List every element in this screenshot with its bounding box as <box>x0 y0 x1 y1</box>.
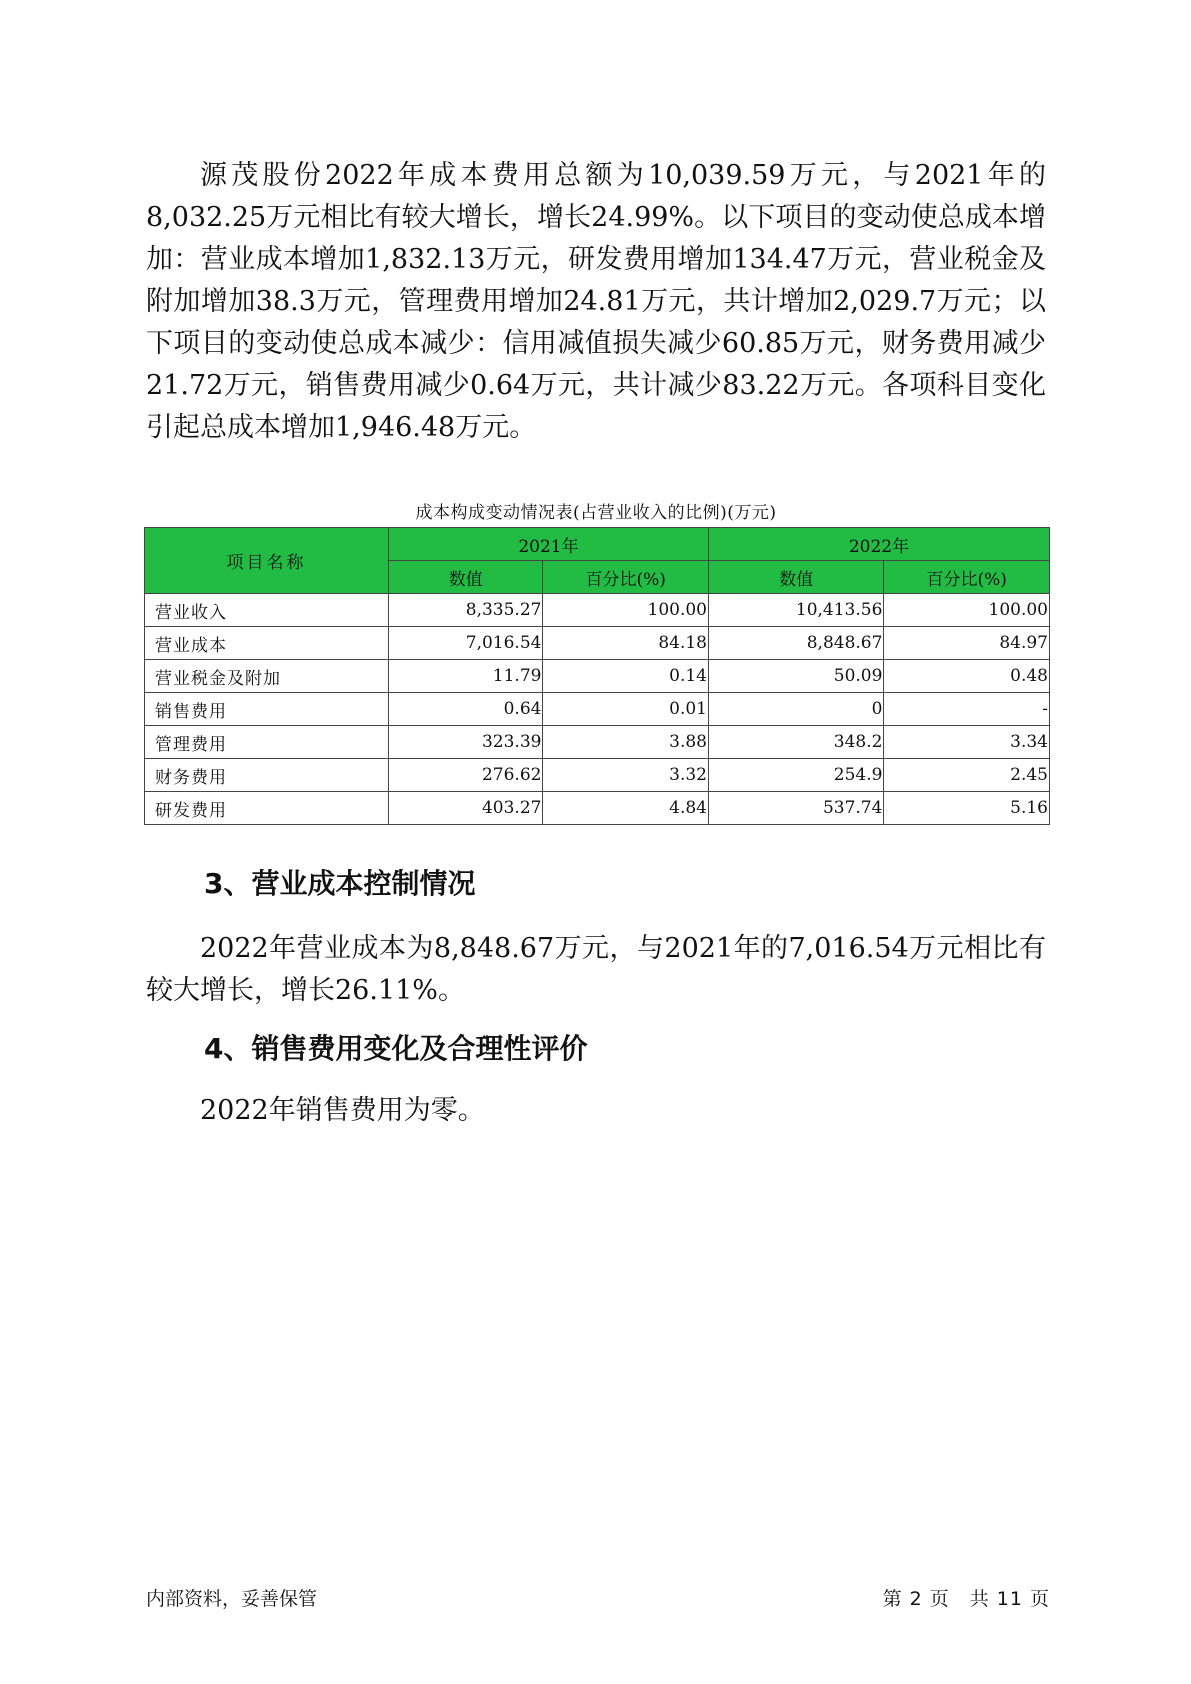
percent-2021: 0.14 <box>543 660 709 693</box>
percent-2022: 3.34 <box>884 726 1050 759</box>
percent-2021: 100.00 <box>543 594 709 627</box>
percent-2021: 84.18 <box>543 627 709 660</box>
column-header-item-name: 项目名称 <box>145 528 389 594</box>
table-caption: 成本构成变动情况表(占营业收入的比例)(万元) <box>415 503 777 523</box>
column-header-percent-2021: 百分比(%) <box>543 561 709 594</box>
value-2022: 50.09 <box>708 660 883 693</box>
percent-2022: 100.00 <box>884 594 1050 627</box>
value-2021: 8,335.27 <box>389 594 543 627</box>
percent-2021: 3.88 <box>543 726 709 759</box>
column-header-year-2021: 2021年 <box>389 528 709 561</box>
row-name: 营业成本 <box>145 627 389 660</box>
table-row <box>145 759 1050 792</box>
column-header-value-2021: 数值 <box>389 561 543 594</box>
percent-2022: - <box>884 693 1050 726</box>
table-row <box>145 594 1050 627</box>
section-3-heading: 3、营业成本控制情况 <box>204 867 476 900</box>
table-row <box>145 660 1050 693</box>
value-2021: 7,016.54 <box>389 627 543 660</box>
table-row <box>145 693 1050 726</box>
row-name: 营业收入 <box>145 594 389 627</box>
table-row <box>145 627 1050 660</box>
column-header-year-2022: 2022年 <box>708 528 1049 561</box>
section-4-heading: 4、销售费用变化及合理性评价 <box>204 1032 588 1065</box>
value-2021: 11.79 <box>389 660 543 693</box>
cost-structure-table <box>144 527 1050 825</box>
section-4-paragraph: 2022年销售费用为零。 <box>200 1095 485 1126</box>
footer-page-number: 第 2 页 共 11 页 <box>882 1588 1050 1610</box>
row-name: 研发费用 <box>145 792 389 825</box>
table-row <box>145 792 1050 825</box>
row-name: 销售费用 <box>145 693 389 726</box>
percent-2022: 0.48 <box>884 660 1050 693</box>
value-2022: 537.74 <box>708 792 883 825</box>
value-2022: 348.2 <box>708 726 883 759</box>
column-header-percent-2022: 百分比(%) <box>884 561 1050 594</box>
percent-2021: 0.01 <box>543 693 709 726</box>
value-2021: 323.39 <box>389 726 543 759</box>
value-2022: 254.9 <box>708 759 883 792</box>
percent-2022: 84.97 <box>884 627 1050 660</box>
column-header-value-2022: 数值 <box>708 561 883 594</box>
section-3-paragraph: 2022年营业成本为8,848.67万元，与2021年的7,016.54万元相比有较大增长，增长26.11%。 <box>146 933 1046 1006</box>
value-2021: 276.62 <box>389 759 543 792</box>
value-2021: 0.64 <box>389 693 543 726</box>
intro-paragraph: 源茂股份2022年成本费用总额为10,039.59万元，与2021年的8,032.25万元相比有较大增长，增长24.99%。以下项目的变动使总成本增加：营业成本增加1,832.13万元，研发费用增加134.47万元，营业税金及附加增加38.3万元，管理费用增加24.81万元，共计增加2,029.7万元；以下项目的变动使总成本减少：信用减值损失减少60.85万元，财务费用减少21.72万元，销售费用减少0.64万元，共计减少83.22万元。各项科目变化引起总成本增加1,946.48万元。 <box>146 160 1046 443</box>
percent-2021: 3.32 <box>543 759 709 792</box>
value-2021: 403.27 <box>389 792 543 825</box>
value-2022: 8,848.67 <box>708 627 883 660</box>
value-2022: 10,413.56 <box>708 594 883 627</box>
row-name: 营业税金及附加 <box>145 660 389 693</box>
table-row <box>145 726 1050 759</box>
value-2022: 0 <box>708 693 883 726</box>
row-name: 财务费用 <box>145 759 389 792</box>
row-name: 管理费用 <box>145 726 389 759</box>
percent-2022: 2.45 <box>884 759 1050 792</box>
footer-confidential-note: 内部资料，妥善保管 <box>146 1588 318 1610</box>
percent-2022: 5.16 <box>884 792 1050 825</box>
percent-2021: 4.84 <box>543 792 709 825</box>
